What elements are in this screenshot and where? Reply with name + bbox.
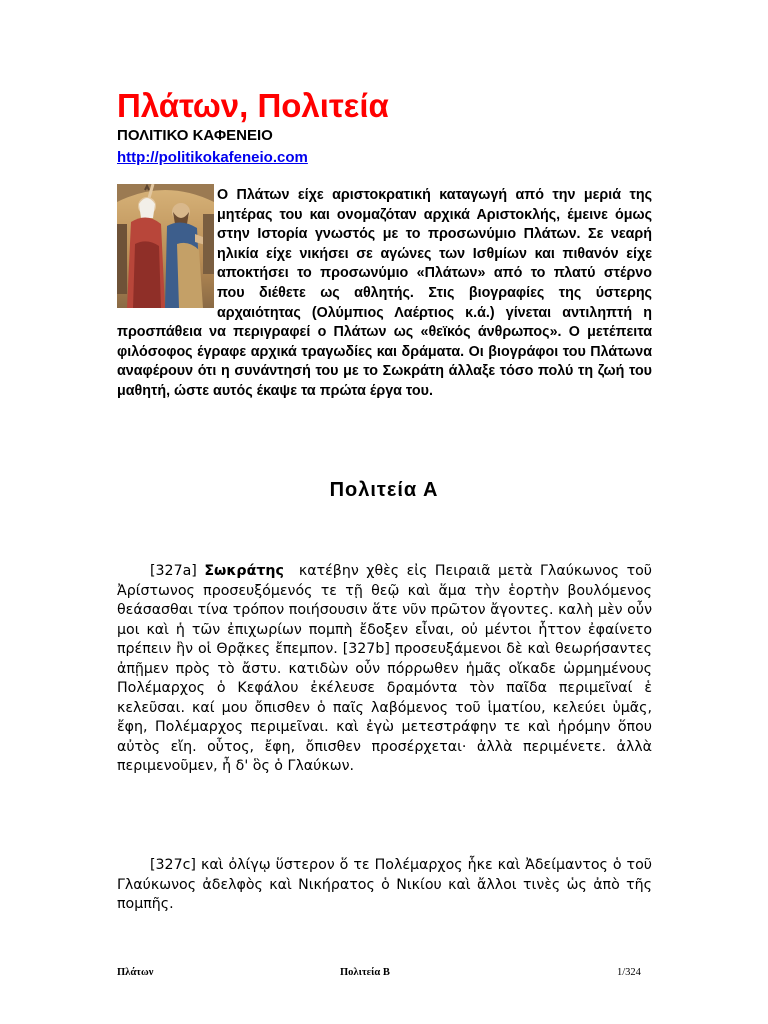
image-wrap-spacer (117, 186, 217, 320)
dialogue-paragraph-1 (117, 562, 652, 777)
section-heading: Πολιτεία Α (329, 479, 439, 501)
paragraph-text: κατέβην χθὲς εἰς Πειραιᾶ μετὰ Γλαύκωνος τοῦ Ἀρίστωνος προσευξόμενός τε τῇ θεῷ καὶ ἅμα τὴν ἑορτὴν βουλόμενος θεάσασθαι τίνα τρόπον ποιήσουσιν ἅτε νῦν πρῶτον ἄγοντες. καλὴ μὲν οὖν μοι καὶ ἡ τῶν ἐπιχωρίων πομπὴ ἔδοξεν εἶναι, οὐ μέντοι ἧττον ἐφαίνετο πρέπειν ἣν οἱ Θρᾷκες ἔπεμπον. [327b] προσευξάμενοι δὲ καὶ θεωρήσαντες ἀπῇμεν πρὸς τὸ ἄστυ. κατιδὼν οὖν πόρρωθεν ἡμᾶς οἴκαδε ὡρμημένους Πολέμαρχος ὁ Κεφάλου ἐκέλευσε δραμόντα τὸν παῖδα περιμεῖναί ἑ κελεῦσαι. καί μου ὄπισθεν ὁ παῖς λαβόμενος τοῦ ἱματίου, κελεύει ὑμᾶς, ἔφη, Πολέμαρχος περιμεῖναι. καὶ ἐγὼ μετεστράφην τε καὶ ἠρόμην ὅπου αὐτὸς εἴη. οὗτος, ἔφη, ὄπισθεν προσέρχεται· ἀλλὰ περιμένετε. ἀλλὰ περιμενοῦμεν, ἦ δ' ὃς ὁ Γλαύκων. (117, 563, 653, 774)
document-subtitle: ΠΟΛΙΤΙΚΟ ΚΑΦΕΝΕΙΟ (117, 127, 273, 144)
document-title: Πλάτων, Πολιτεία (117, 87, 389, 124)
dialogue-paragraph-2 (117, 856, 652, 915)
footer-page-number: 1/324 (617, 967, 641, 978)
biography-text: Ο Πλάτων είχε αριστοκρατική καταγωγή από την μεριά της μητέρας του και ονομαζόταν αρχικά Αριστοκλής, έμεινε όμως στην Ιστορία γνωστός με το προσωνύμιο Πλάτων. Σε νεαρή ηλικία είχε νικήσει σε αγώνες των Ισθμίων και πιθανόν είχε αποκτήσει το προσωνύμιο «Πλάτων» από το πλατύ στέρνο που διέθετε ως αθλητής. Στις βιογραφίες της ύστερης αρχαιότητας (Ολύμπιος Λαέρτιος κ.ά.) γίνεται αντιληπτή η προσπάθεια να περιγραφεί ο Πλάτων ως «θεϊκός άνθρωπος». Ο μετέπειτα φιλόσοφος έγραφε αρχικά τραγωδίες και δράματα. Οι βιογράφοι του Πλάτωνα αναφέρουν ότι η συνάντησή του με το Σωκράτη άλλαξε τόσο πολύ τη ζωή του μαθητή, ώστε αυτός έκαψε τα πρώτα έργα του. (117, 187, 652, 399)
biography-paragraph (117, 186, 652, 402)
paragraph-reference: [327a] (150, 563, 197, 579)
speaker-name: Σωκράτης (204, 563, 284, 579)
paragraph-text: [327c] καὶ ὀλίγῳ ὕστερον ὅ τε Πολέμαρχος ἧκε καὶ Ἀδείμαντος ὁ τοῦ Γλαύκωνος ἀδελφὸς καὶ Νικήρατος ὁ Νικίου καὶ ἄλλοι τινὲς ὡς ἀπὸ τῆς πομπῆς. (117, 857, 652, 912)
footer-author: Πλάτων (117, 967, 154, 978)
website-link[interactable]: http://politikokafeneio.com (117, 149, 308, 166)
footer-work-title: Πολιτεία Β (340, 967, 390, 978)
